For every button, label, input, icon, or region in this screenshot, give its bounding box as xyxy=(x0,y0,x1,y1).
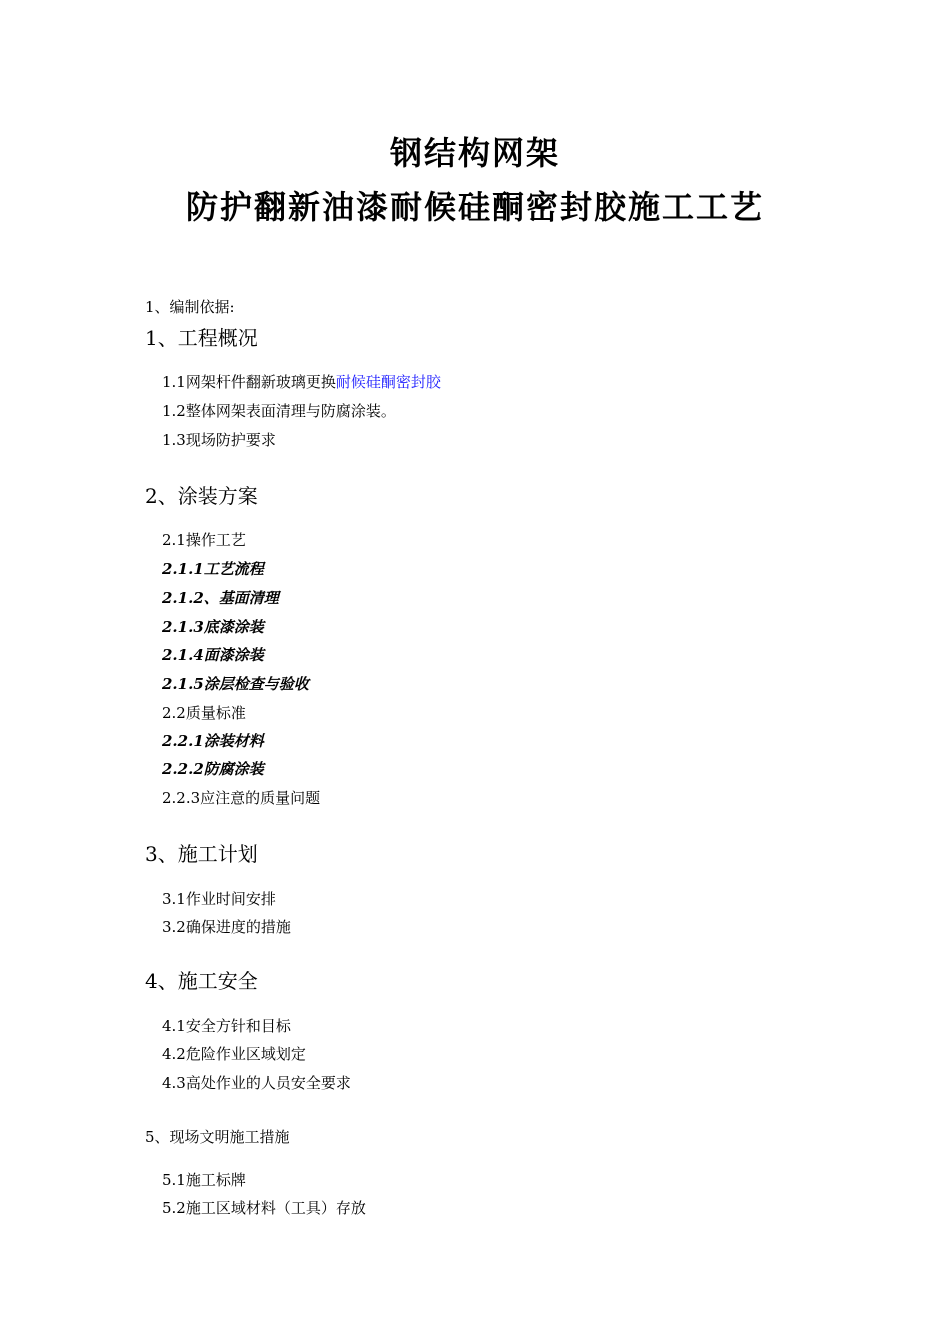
toc-label: 3.2确保进度的措施 xyxy=(162,918,291,936)
toc-label: 2.2.1涂装材料 xyxy=(162,732,264,750)
toc-label: 2.2.3应注意的质量问题 xyxy=(162,789,321,807)
toc-label: 4、施工安全 xyxy=(145,969,258,993)
toc-label: 2.1.2、基面清理 xyxy=(162,589,279,607)
toc-label: 5、现场文明施工措施 xyxy=(145,1128,290,1146)
toc-label: 1.1网架杆件翻新玻璃更换耐候硅酮密封胶 xyxy=(162,373,441,391)
toc-label: 1.2整体网架表面清理与防腐涂装。 xyxy=(162,402,396,420)
toc-label: 2.2质量标准 xyxy=(162,704,246,722)
toc-label: 2.1.3底漆涂装 xyxy=(162,618,264,636)
document-title-line2: 防护翻新油漆耐候硅酮密封胶施工工艺 xyxy=(185,188,764,226)
toc-label: 4.1安全方针和目标 xyxy=(162,1017,291,1035)
toc-label: 2.1.1工艺流程 xyxy=(162,560,264,578)
toc-label: 2.1操作工艺 xyxy=(162,531,246,549)
toc-label: 4.3高处作业的人员安全要求 xyxy=(162,1074,351,1092)
toc-label: 3、施工计划 xyxy=(145,842,258,866)
toc-label: 4.2危险作业区域划定 xyxy=(162,1045,306,1063)
toc-label: 1、工程概况 xyxy=(145,326,258,350)
toc-label: 2.1.5涂层检查与验收 xyxy=(162,675,309,693)
toc-label: 5.2施工区域材料（工具）存放 xyxy=(162,1199,366,1217)
basis-heading: 1、编制依据: xyxy=(145,298,235,316)
toc-label: 3.1作业时间安排 xyxy=(162,890,276,908)
toc-label: 2、涂装方案 xyxy=(145,484,258,508)
document-title-line1: 钢结构网架 xyxy=(389,134,560,172)
toc-label-highlight: 耐候硅酮密封胶 xyxy=(335,373,441,391)
toc-label: 2.2.2防腐涂装 xyxy=(162,760,264,778)
toc-label: 5.1施工标牌 xyxy=(162,1171,246,1189)
toc-label: 1.3现场防护要求 xyxy=(162,431,276,449)
toc-label: 2.1.4面漆涂装 xyxy=(162,646,264,664)
